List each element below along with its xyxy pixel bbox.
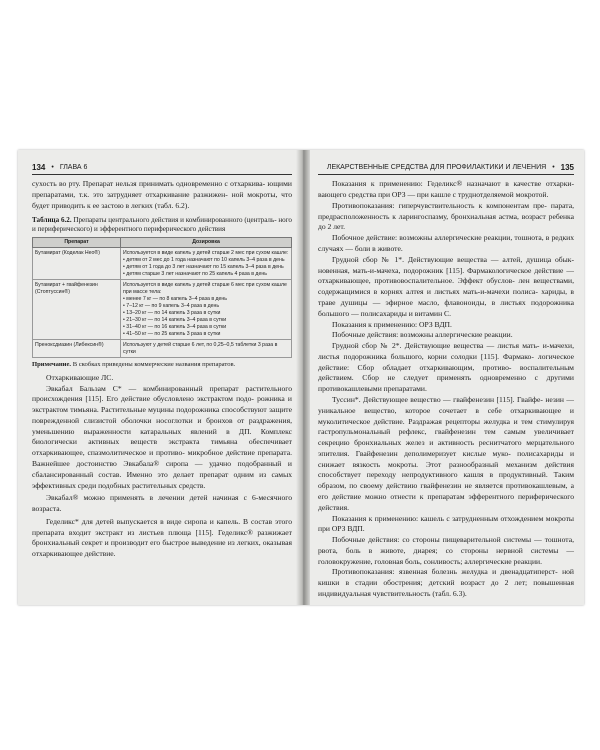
body-paragraph: Отхаркивающие ЛС. (46, 372, 114, 382)
running-title: ЛЕКАРСТВЕННЫЕ СРЕДСТВА ДЛЯ ПРОФИЛАКТИКИ И ЛЕЧЕНИЯ (326, 163, 547, 171)
body-paragraph: Противопоказания: язвенная болезнь желудка и двенадцатиперст- ной кишки в стадии обострения; детский возраст до 2 лет; повышенная индивидуальная чувствительность (табл. 6.3). (318, 567, 574, 599)
book-spread (18, 150, 584, 605)
page-number: 134 (32, 163, 46, 172)
dosage-table (32, 237, 292, 358)
table-header-row (33, 238, 292, 248)
body-paragraph: Показания к применению: кашель с затрудненным отхождением мокроты при ОРЗ ВДП. (318, 513, 574, 534)
column-header: Препарат (33, 238, 121, 248)
table-row (33, 340, 292, 358)
page-number: 135 (560, 163, 574, 172)
dosage-cell: Используется в виде капель у детей старше 2 мес при сухом кашле: • детям от 2 мес до 1 года назначают по 10 капель 3–4 раза в день • детям от 1 года до 3 лет назначают по 15 капель 3–4 раза в день • детям старше 3 лет назначают по 25 капель 4 раза в день (121, 248, 292, 280)
left-page (18, 150, 300, 605)
left-running-head (32, 162, 292, 175)
dosage-cell: Используют у детей старше 6 лет, по 0,25–0,5 таблетки 3 раза в сутки (121, 340, 292, 358)
body-paragraph: Туссин*. Действующее вещество — гвайфенезин [115]. Гвайфе- незин — уникальное вещество, которое сочетает в себе отхаркивающее и муколитическое действие. Раздражая рецепторы желудка и тем стимулируя гастропульмональный рефлекс, гвайфенезин тем самым увеличивает секрецию бронхиальных желез и активность реснитчатого мерцательного эпителия. Гвайфенезин деполимеризует кислые муко- полисахариды и снижает вязкость мокроты. Этот разнообразный механизм действия способствует переходу непродуктивного кашля в продуктивный. Таким образом, по своему действию гвайфенезин не является противокашлевым, а его действие можно отнести к препаратам эфферентного периферического действия. (318, 394, 575, 512)
body-paragraph: Побочное действие: возможны аллергические реакции, тошнота, в редких случаях — боли в животе. (318, 233, 574, 254)
table-caption: Таблица 6.2. Препараты центрального действия и комбинированного (централь- ного и периферического) и эфферентного периферического действия (32, 215, 292, 233)
body-paragraph: Эвкабал Бальзам С* — комбинированный препарат растительного происхождения [115]. Его действие обусловлено экстрактом подо- рожника и экстрактом тимьяна. Растительные муцины подорожника способствуют защите поврежденной слизистой оболочки носоглотки и бронхов от раздражения, уменьшению выраженности катаральных явлений в ДП. Комплекс биологически активных веществ экстракта тимьяна обеспечивает отхаркивающее, спазмолитическое и противо- микробное действие препарата. Важнейшее достоинство Эвкабала® сиропа — удачно подобранный и сбалансированный состав. Именно это делает препарат одним из самых эффективных среди подобных растительных средств. (32, 383, 292, 490)
bullet-separator: • (552, 163, 555, 171)
drug-cell: Бутамират + гвайфенезин (Стоптуссин®) (33, 280, 121, 340)
body-paragraph: Эвкабал® можно применять в лечении детей начиная с 6-месячного возраста. (32, 493, 292, 514)
body-paragraph: Побочные действия: возможны аллергические реакции. (332, 330, 513, 340)
body-paragraph: Побочные действия: со стороны пищеварительной системы — тошнота, рвота, боль в животе, диарея; со стороны нервной системы — головокружение, головная боль, сонливость; аллергические реакции. (318, 535, 574, 566)
right-running-head (318, 162, 574, 175)
body-paragraph: Противопоказания: гиперчувствительность к компонентам пре- парата, предрасположенность к ларингоспазму, бронхиальная астма, возраст ребенка до 2 лет. (318, 200, 574, 232)
drug-cell: Бутамират (Коделак Нео®) (33, 248, 121, 280)
column-header: Дозировка (121, 238, 292, 248)
table-note: Примечание. В скобках приведены коммерческие названия препаратов. (32, 361, 236, 369)
body-paragraph: Показания к применению: Геделикс® назначают в качестве отхарки- вающего средства при ОРЗ — при кашле с труднотделяемой мокротой. (318, 179, 574, 200)
chapter-label: ГЛАВА 6 (59, 163, 88, 171)
table-row (33, 248, 292, 280)
body-paragraph: Геделикс* для детей выпускается в виде сиропа и капель. В состав этого препарата входит экстракт из листьев плюща [115]. Геделикс® разжижает бронхиальный секрет и производит его быстрое выведение из легких, оказывая отхаркивающее действие. (32, 516, 292, 559)
body-paragraph: Показания к применению: ОРЗ ВДП. (332, 319, 452, 329)
dosage-cell: Используется в виде капель у детей старше 6 мес при сухом кашле при массе тела: • менее 7 кг — по 8 капель 3–4 раза в день • 7–12 кг — по 9 капель 3–4 раза в день • 13–20 кг — по 14 капель 3 раза в сутки • 21–30 кг — по 14 капель 3–4 раза в сутки • 31–40 кг — по 16 капель 3–4 раза в сутки • 41–50 кг — по 25 капель 3 раза в сутки (121, 280, 292, 340)
intro-paragraph: сухость во рту. Препарат нельзя принимать одновременно с отхаркива- ющими препаратами, т.к. это затрудняет отхаркивание разжижен- ной мокроты, что будет приводить к ее застою в легких (табл. 6.2). (32, 179, 292, 210)
table-row (33, 280, 292, 340)
body-paragraph: Грудной сбор № 1*. Действующие вещества — алтей, душица обык- новенная, мать-и-мачеха, подорожник [115]. Фармакологическое действие — отхаркивающее, противовоспалительное. Эффект обуслов- лен веществами, содержащимися в корнях алтея и листьях мать-и-мачехи полиса- хариды, в траве душицы — эфирное масло, флавоноиды, в листьях подорожника большого — полисахариды и витамин С. (318, 254, 574, 318)
drug-cell: Преноксдиазин (Либексин®) (33, 340, 121, 358)
right-page (306, 150, 584, 605)
body-paragraph: Грудной сбор № 2*. Действующие вещества — листья мать- и-мачехи, листья подорожника большого, корни солодки [115]. Фармако- логическое действие: Сбор обладает отхаркивающим, противо- воспалительным действием. Сбор не следует применять одновременно с другими противокашлевыми препаратами. (318, 341, 574, 394)
bullet-separator: • (51, 163, 54, 171)
